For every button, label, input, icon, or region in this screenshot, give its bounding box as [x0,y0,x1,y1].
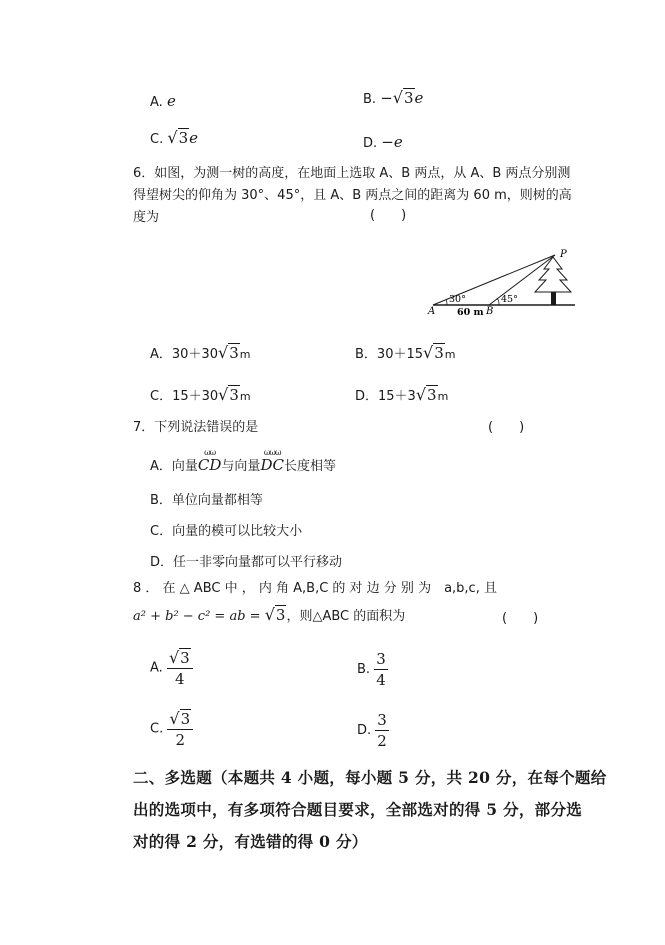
option-label: B. [363,92,377,107]
option-label: C．15＋30 [150,389,219,404]
option-label: A．向量 [150,459,198,474]
angle-b-label: 45° [501,294,518,305]
option-value: e [189,129,198,147]
q6-stem-line1: 6．如图，为测一树的高度，在地面上选取 A、B 两点，从 A、B 两点分别测 [133,166,571,181]
section2-heading-line1: 二、多选题（本题共 4 小题，每小题 5 分，共 20 分，在每个题给 [133,768,607,787]
q6-option-c [150,385,251,404]
radicand: 3 [178,129,189,147]
vector-dc: ωωω DC [260,448,284,474]
q5-option-d [363,133,403,151]
tree-icon [535,257,571,305]
option-value: e [414,89,424,107]
numerator: 3 [377,711,387,729]
vector-name: DC [260,456,284,474]
option-label: D. [363,136,378,151]
option-label: D．15＋3 [355,389,416,404]
sqrt: √3 [392,88,414,107]
option-label: B．30＋15 [355,347,424,362]
unit: m [239,348,251,361]
radicand: 3 [427,386,437,404]
sqrt: √3 [264,605,286,624]
radicand: 3 [434,344,444,362]
denominator: 4 [376,671,386,689]
fraction [374,650,388,689]
q7-answer-paren: ( ) [488,420,525,435]
option-label: D. [357,723,372,738]
q5-option-c [150,128,198,147]
denominator: 4 [175,670,185,688]
q7-option-d: D．任一非零向量都可以平行移动 [150,555,343,570]
option-value: −e [381,133,403,151]
option-label: A. [150,95,163,110]
distance-label: 60 m [457,307,484,318]
radicand: 3 [180,710,191,728]
fraction: $\frac{√3}{4}$ [167,648,193,688]
vector-name: CD [197,456,222,474]
sqrt: √3 [218,385,239,404]
section2-heading-line3: 对的得 2 分，有选错的得 0 分） [133,832,368,851]
minus-sign: − [380,89,393,107]
fraction [375,711,389,750]
tree-height-figure [425,245,585,320]
q5-option-b [363,88,423,107]
formula: a² + b² − c² = ab = [133,609,265,624]
option-text: 长度相等 [283,459,336,474]
denominator: 2 [377,732,387,750]
fraction: $\frac{√3}{2}$ [167,709,193,749]
option-label: A. [150,660,163,676]
option-label: C. [150,132,164,147]
q5-option-a [150,92,176,110]
radicand: 3 [275,606,286,624]
q7-stem: 7．下列说法错误的是 [133,420,259,435]
denominator: 2 [175,731,185,749]
q7-option-a [150,448,336,474]
option-label: A．30＋30 [150,347,218,362]
q6-stem-line2: 得望树尖的仰角为 30°、45°，且 A、B 两点之间的距离为 60 m，则树的高 [133,188,572,203]
unit: m [444,348,456,361]
q8-stem-line1: 8 ． 在 △ ABC 中 ， 内 角 A,B,C 的 对 边 分 别 为 a,b,c, 且 [133,581,497,596]
sqrt: √3 [167,128,189,147]
numerator: 3 [376,650,386,668]
sqrt: √3 [423,343,444,362]
q6-answer-paren: ( ) [370,208,407,223]
stem-tail: ，则△ABC 的面积为 [286,609,406,624]
unit: m [239,390,251,403]
q8-stem-line2 [133,605,405,624]
label-a: A [428,306,436,317]
sqrt: √3 [217,343,239,362]
q8-option-d [357,711,389,750]
radicand: 3 [229,344,239,362]
vector-cd: ωω CD [197,448,222,474]
label-b: B [486,306,494,317]
option-label: B. [357,662,371,677]
sqrt: √3 [415,385,437,404]
q8-answer-paren: ( ) [502,611,539,626]
q7-option-b: B．单位向量都相等 [150,493,263,508]
q8-option-a [150,648,193,688]
radicand: 3 [229,386,239,404]
radicand: 3 [403,89,414,107]
option-text: 与向量 [221,459,261,474]
q6-option-d [355,385,448,404]
q6-option-b [355,343,455,362]
q8-option-c [150,709,193,749]
q6-stem-line3: 度为 [133,210,160,225]
option-label: C. [150,721,164,737]
q7-option-c: C．向量的模可以比较大小 [150,524,303,539]
angle-a-label: 30° [449,294,466,305]
unit: m [437,390,449,403]
label-p: P [560,249,567,260]
radicand: 3 [180,649,190,667]
q8-option-b [357,650,388,689]
option-value: e [166,92,176,110]
q6-option-a [150,343,250,362]
section2-heading-line2: 出的选项中，有多项符合题目要求，全部选对的得 5 分，部分选 [133,800,583,819]
